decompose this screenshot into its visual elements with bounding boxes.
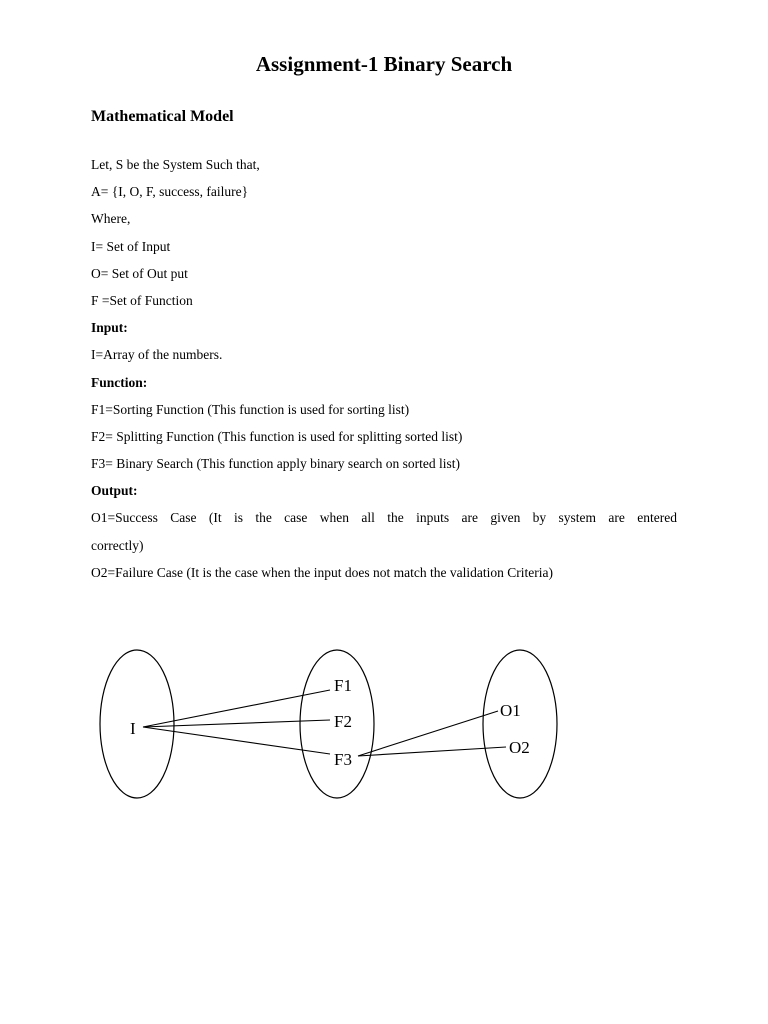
function-label-f3: F3: [334, 750, 352, 769]
input-set-ellipse: [100, 650, 174, 798]
input-label: I: [130, 719, 136, 738]
output-set-ellipse: [483, 650, 557, 798]
text-line: O1=Success Case (It is the case when all the inputs are given by system are entered: [91, 510, 677, 526]
output-label-o2: O2: [509, 738, 530, 757]
text-line: O2=Failure Case (It is the case when the input does not match the validation Criteria): [91, 564, 553, 580]
text-line: correctly): [91, 537, 144, 553]
text-line: A= {I, O, F, success, failure}: [91, 184, 249, 200]
function-label-f1: F1: [334, 676, 352, 695]
text-line: F =Set of Function: [91, 292, 193, 308]
mapping-diagram: [90, 640, 570, 810]
text-line: I=Array of the numbers.: [91, 347, 223, 363]
mapping-line-i-f3: [143, 727, 330, 754]
text-line: O= Set of Out put: [91, 265, 188, 281]
page-title: Assignment-1 Binary Search: [255, 52, 513, 76]
text-line: Where,: [91, 211, 131, 227]
section-heading: Mathematical Model: [91, 108, 234, 125]
function-label-f2: F2: [334, 712, 352, 731]
input-heading: Input:: [91, 320, 128, 336]
output-heading: Output:: [91, 483, 138, 499]
output-label-o1: O1: [500, 701, 521, 720]
text-line: F3= Binary Search (This function apply binary search on sorted list): [91, 456, 461, 472]
text-line: F1=Sorting Function (This function is used for sorting list): [91, 401, 410, 417]
function-heading: Function:: [91, 374, 148, 390]
text-line: Let, S be the System Such that,: [91, 157, 260, 172]
text-line: F2= Splitting Function (This function is used for splitting sorted list): [91, 428, 463, 444]
body-text: [91, 151, 677, 586]
text-line: I= Set of Input: [91, 238, 171, 254]
